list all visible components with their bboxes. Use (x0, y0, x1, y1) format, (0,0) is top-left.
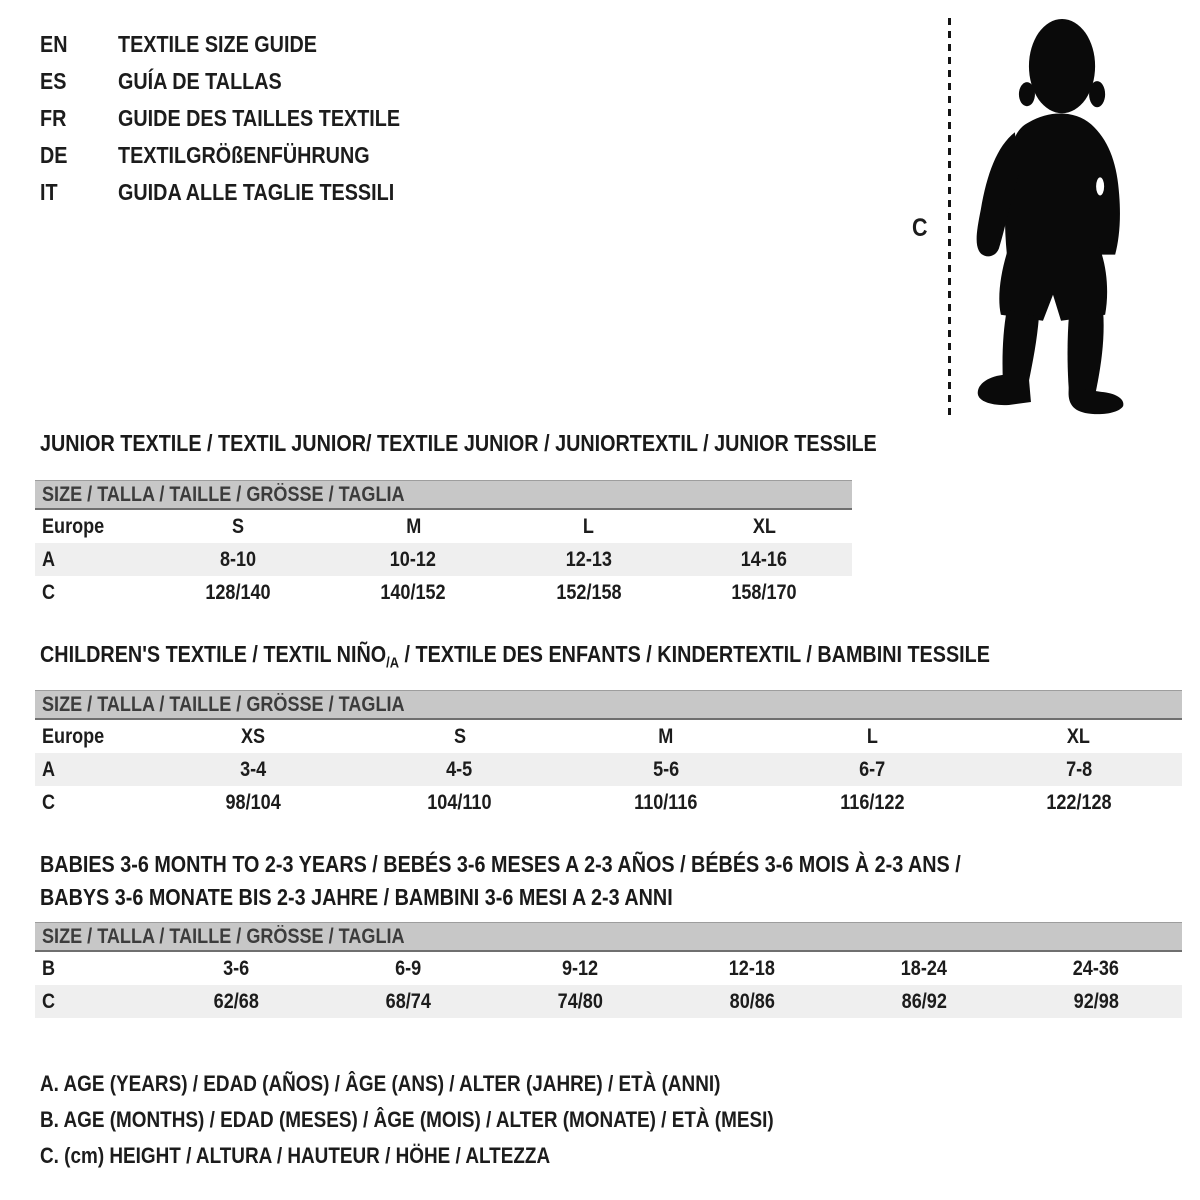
size-header-bar: SIZE / TALLA / TAILLE / GRÖSSE / TAGLIA (35, 922, 1182, 952)
table-cell: XL (752, 514, 776, 538)
language-code: ES (40, 68, 67, 94)
table-cell: S (453, 724, 466, 748)
table-cell: S (231, 514, 244, 538)
table-cell: 122/128 (1046, 790, 1112, 814)
row-label: Europe (42, 724, 105, 748)
legend-line-b: B. AGE (MONTHS) / EDAD (MESES) / ÂGE (MOIS) / ALTER (MONATE) / ETÀ (MESI) (40, 1107, 774, 1132)
table-row-europe (35, 510, 852, 543)
language-label: GUÍA DE TALLAS (118, 68, 282, 94)
table-cell: 128/140 (205, 580, 271, 604)
table-row-age (35, 543, 852, 576)
table-cell: 6-9 (394, 956, 422, 980)
language-header (40, 26, 446, 211)
toddler-silhouette-image (966, 14, 1142, 420)
table-row-height (35, 786, 1182, 819)
table-cell: M (658, 724, 674, 748)
legend-line-a: A. AGE (YEARS) / EDAD (AÑOS) / ÂGE (ANS) / ALTER (JAHRE) / ETÀ (ANNI) (40, 1071, 721, 1096)
table-cell: XL (1067, 724, 1091, 748)
row-label: C (42, 989, 56, 1013)
table-cell: 12-18 (728, 956, 776, 980)
junior-section-title: JUNIOR TEXTILE / TEXTIL JUNIOR/ TEXTILE JUNIOR / JUNIORTEXTIL / JUNIOR TESSILE (40, 430, 877, 456)
babies-section-title-line1: BABIES 3-6 MONTH TO 2-3 YEARS / BEBÉS 3-6 MESES A 2-3 AÑOS / BÉBÉS 3-6 MOIS À 2-3 ANS / (40, 851, 961, 877)
table-cell: 3-4 (240, 757, 267, 781)
table-cell: 18-24 (900, 956, 948, 980)
table-cell: 80/86 (729, 989, 775, 1013)
table-cell: L (866, 724, 878, 748)
height-dashed-line (948, 18, 951, 416)
babies-section-title-line2: BABYS 3-6 MONATE BIS 2-3 JAHRE / BAMBINI 3-6 MESI A 2-3 ANNI (40, 884, 673, 910)
table-cell: 6-7 (859, 757, 886, 781)
table-cell: M (405, 514, 421, 538)
table-cell: 68/74 (385, 989, 431, 1013)
table-cell: 3-6 (222, 956, 250, 980)
table-cell: 98/104 (225, 790, 281, 814)
junior-size-table (35, 480, 852, 609)
language-label: TEXTILGRÖßENFÜHRUNG (118, 142, 370, 168)
table-cell: 24-36 (1072, 956, 1120, 980)
table-cell: 110/116 (634, 790, 698, 814)
table-row-months (35, 952, 1182, 985)
row-label: C (42, 790, 56, 814)
table-cell: 5-6 (652, 757, 680, 781)
table-cell: 140/152 (380, 580, 446, 604)
table-cell: 116/122 (840, 790, 905, 814)
title-subscript: /A (386, 654, 400, 672)
table-cell: 152/158 (556, 580, 622, 604)
language-code: EN (40, 31, 68, 57)
size-header-bar: SIZE / TALLA / TAILLE / GRÖSSE / TAGLIA (35, 690, 1182, 720)
language-row-it (40, 174, 446, 211)
table-cell: 7-8 (1065, 757, 1092, 781)
table-cell: 86/92 (901, 989, 947, 1013)
measurement-legend (40, 1066, 893, 1174)
table-cell: 8-10 (219, 547, 256, 571)
language-label: GUIDE DES TAILLES TEXTILE (118, 105, 401, 131)
table-cell: 62/68 (213, 989, 259, 1013)
legend-line-c: C. (cm) HEIGHT / ALTURA / HAUTEUR / HÖHE / ALTEZZA (40, 1143, 551, 1168)
children-size-table (35, 690, 1182, 819)
row-label: A (42, 547, 56, 571)
table-cell: 104/110 (427, 790, 492, 814)
language-code: FR (40, 105, 67, 131)
language-row-es (40, 63, 446, 100)
table-cell: 92/98 (1073, 989, 1119, 1013)
language-row-en (40, 26, 446, 63)
language-code: DE (40, 142, 68, 168)
table-cell: 10-12 (390, 547, 437, 571)
table-cell: XS (241, 724, 266, 748)
row-label: A (42, 757, 56, 781)
table-row-height (35, 985, 1182, 1018)
table-row-height (35, 576, 852, 609)
children-section-title: CHILDREN'S TEXTILE / TEXTIL $NIÑO_{/A}$ / TEXTILE DES ENFANTS / KINDERTEXTIL / BAMBINI TESSILE (40, 641, 990, 672)
babies-size-table (35, 922, 1182, 1018)
table-row-europe (35, 720, 1182, 753)
language-row-de (40, 137, 446, 174)
height-measure-label: C (912, 214, 928, 242)
table-cell: 14-16 (741, 547, 788, 571)
table-cell: 74/80 (557, 989, 603, 1013)
row-label: C (42, 580, 56, 604)
language-code: IT (40, 179, 58, 205)
table-row-age (35, 753, 1182, 786)
table-cell: L (583, 514, 595, 538)
size-header-bar: SIZE / TALLA / TAILLE / GRÖSSE / TAGLIA (35, 480, 852, 510)
row-label: B (42, 956, 56, 980)
table-cell: 158/170 (731, 580, 797, 604)
language-row-fr (40, 100, 446, 137)
table-cell: 9-12 (561, 956, 599, 980)
language-label: GUIDA ALLE TAGLIE TESSILI (118, 179, 395, 205)
table-cell: 4-5 (446, 757, 473, 781)
language-label: TEXTILE SIZE GUIDE (118, 31, 317, 57)
table-cell: 12-13 (565, 547, 612, 571)
row-label: Europe (42, 514, 105, 538)
